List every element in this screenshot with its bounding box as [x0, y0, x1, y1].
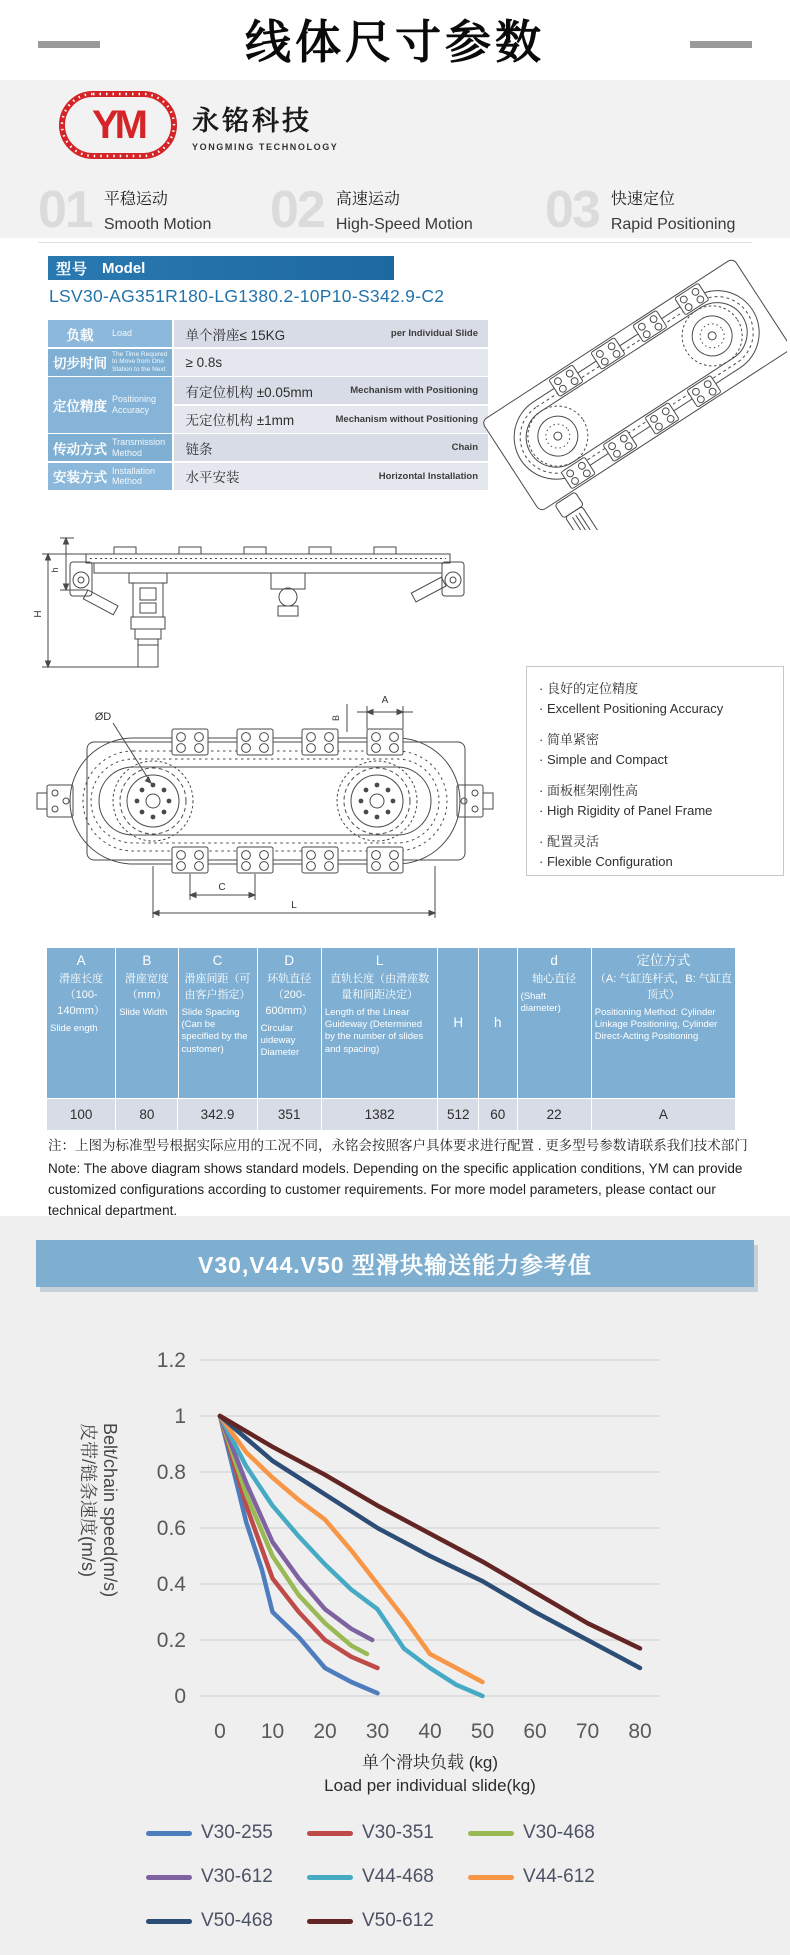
- feature-high-speed-motion: [270, 181, 473, 239]
- dimension-table: [47, 948, 735, 1130]
- legend-label: V30-612: [201, 1866, 273, 1887]
- ym-logo-icon: [58, 90, 178, 160]
- legend-label: V50-468: [201, 1910, 273, 1931]
- model-header-bar: [48, 256, 394, 280]
- y-tick-label: 0: [174, 1685, 186, 1708]
- feature-cn: 快速定位: [610, 191, 675, 208]
- legend-swatch-icon: [146, 1919, 192, 1924]
- dim-value: 22: [518, 1099, 591, 1130]
- chart-legend: [146, 1822, 666, 1932]
- dim-label-L: L: [291, 900, 297, 911]
- spec-value-transmission: 链条 Chain: [174, 434, 489, 461]
- series-V44-612: [220, 1416, 483, 1682]
- legend-item-V30-468: [468, 1822, 629, 1844]
- dim-label-C: C: [218, 882, 226, 893]
- legend-swatch-icon: [468, 1875, 514, 1880]
- spec-label-positioning-accuracy: 定位精度 Positioning Accuracy: [48, 377, 172, 433]
- feature-en: High-Speed Motion: [335, 216, 473, 233]
- model-label-en: Model: [102, 259, 146, 277]
- brand-name-en: YONGMING TECHNOLOGY: [192, 141, 339, 152]
- chart-ylabel-en: Belt/chain speed(m/s): [100, 1423, 120, 1598]
- legend-swatch-icon: [307, 1919, 353, 1924]
- x-tick-label: 40: [418, 1720, 442, 1743]
- dim-value: 60: [479, 1099, 517, 1130]
- brand: [58, 90, 338, 160]
- plan-view-drawing: [25, 690, 510, 925]
- dim-column-header: B 滑座宽度（mm） Slide Width: [116, 948, 177, 1098]
- legend-label: V30-468: [523, 1822, 595, 1843]
- legend-label: V44-468: [362, 1866, 434, 1887]
- divider: [38, 242, 752, 243]
- dim-column-header: d 轴心直径 (Shaft diameter): [518, 948, 591, 1098]
- title-dash-right: [690, 41, 752, 48]
- highlight-en: · Excellent Positioning Accuracy: [539, 700, 724, 716]
- dim-column-header: L 直轨长度（由滑座数量和间距决定） Length of the Linear Guideway (Determined by the number of slides and spacing): [322, 948, 438, 1098]
- legend-item-V44-612: [468, 1866, 629, 1888]
- x-tick-label: 60: [523, 1720, 547, 1743]
- spec-label-transmission: 传动方式 Transmission Method: [48, 434, 172, 461]
- chart-section-header: V30,V44.V50 型滑块输送能力参考值: [36, 1240, 754, 1287]
- dim-label-H: H: [33, 610, 44, 618]
- highlights-box: [526, 666, 784, 876]
- highlight-cn: · 良好的定位精度: [539, 681, 638, 696]
- legend-item-V50-612: [307, 1910, 468, 1932]
- series-V30-468: [220, 1416, 367, 1654]
- dim-value: 100: [47, 1099, 115, 1130]
- y-tick-label: 0.8: [156, 1461, 186, 1484]
- x-tick-label: 10: [260, 1720, 285, 1743]
- x-tick-label: 70: [575, 1720, 600, 1743]
- spec-value-installation: 水平安装 Horizontal Installation: [174, 463, 489, 490]
- x-tick-label: 80: [628, 1720, 652, 1743]
- note-cn: 注：上图为标准型号根据实际应用的工况不同，永铭会按照客户具体要求进行配置 . 更多型号参数请联系我们技术部门: [48, 1138, 748, 1153]
- dim-column-header: A 滑座长度（100-140mm） Slide ength: [47, 948, 115, 1098]
- y-tick-label: 0.2: [156, 1629, 186, 1652]
- spec-label-load: 负载 Load: [48, 320, 172, 347]
- dim-column-header: D 环轨直径（200-600mm） Circular uideway Diameter: [258, 948, 321, 1098]
- x-tick-label: 0: [214, 1720, 226, 1743]
- dim-label-OD: ØD: [94, 711, 112, 723]
- model-label-cn: 型号: [56, 260, 89, 278]
- side-view-drawing: [28, 524, 506, 674]
- dim-value: 512: [438, 1099, 478, 1130]
- legend-swatch-icon: [146, 1875, 192, 1880]
- y-tick-label: 1.2: [156, 1349, 186, 1372]
- dim-column-header: C 滑座间距（可由客户指定） Slide Spacing (Can be specified by the customer): [179, 948, 257, 1098]
- feature-number: 02: [270, 181, 324, 239]
- legend-item-V30-351: [307, 1822, 468, 1844]
- dimension-table-values: [47, 1099, 735, 1130]
- spec-value-without-mechanism: 无定位机构 ±1mm Mechanism without Positioning: [174, 406, 489, 433]
- highlight-en: · Flexible Configuration: [539, 853, 673, 869]
- feature-smooth-motion: [38, 181, 212, 239]
- note-en: Note: The above diagram shows standard models. Depending on the specific application conditions, YM can provide customized configurations according to customer requirements. For more model parameters, please contact our technical department.: [48, 1160, 743, 1218]
- feature-cn: 高速运动: [335, 191, 400, 208]
- y-tick-label: 1: [174, 1405, 186, 1428]
- highlight-cn: · 面板框架刚性高: [539, 783, 638, 798]
- feature-number: 03: [545, 181, 599, 239]
- feature-rapid-positioning: [545, 181, 736, 239]
- feature-en: Rapid Positioning: [610, 216, 736, 233]
- spec-value-with-mechanism: 有定位机构 ±0.05mm Mechanism with Positioning: [174, 377, 489, 404]
- feature-cn: 平稳运动: [103, 191, 168, 208]
- legend-swatch-icon: [146, 1831, 192, 1836]
- dim-label-h: h: [50, 567, 60, 573]
- legend-item-V30-255: [146, 1822, 307, 1844]
- dim-value: 351: [258, 1099, 321, 1130]
- series-V50-612: [220, 1416, 640, 1648]
- highlight-cn: · 简单紧密: [539, 732, 599, 747]
- notes: [48, 1136, 754, 1222]
- dim-value: 1382: [322, 1099, 438, 1130]
- feature-number: 01: [38, 181, 92, 239]
- page-title: 线体尺寸参数: [245, 16, 545, 68]
- legend-swatch-icon: [307, 1875, 353, 1880]
- highlight-en: · Simple and Compact: [539, 751, 668, 767]
- legend-label: V30-351: [362, 1822, 434, 1843]
- legend-swatch-icon: [468, 1831, 514, 1836]
- logo-letters: YM: [92, 103, 144, 147]
- dim-label-B: B: [331, 714, 341, 722]
- dim-value: 80: [116, 1099, 177, 1130]
- feature-en: Smooth Motion: [103, 216, 212, 233]
- spec-label-step-time: 切步时间 The Time Required to Move from One Station to the Next: [48, 349, 172, 376]
- dim-label-A: A: [381, 695, 389, 706]
- spec-value-load: 单个滑座≤ 15KG per Individual Slide: [174, 320, 489, 347]
- dimension-table-header: [47, 948, 735, 1098]
- isometric-conveyor-drawing: [483, 258, 787, 530]
- model-number: LSV30-AG351R180-LG1380.2-10P10-S342.9-C2: [49, 286, 445, 306]
- legend-swatch-icon: [307, 1831, 353, 1836]
- chart-xlabel-cn: 单个滑块负载 (kg): [362, 1753, 498, 1772]
- legend-item-V30-612: [146, 1866, 307, 1888]
- chart-xlabel-en: Load per individual slide(kg): [324, 1776, 536, 1795]
- highlight-en: · High Rigidity of Panel Frame: [539, 802, 713, 818]
- x-tick-label: 50: [470, 1720, 495, 1743]
- spec-label-installation: 安装方式 Installation Method: [48, 463, 172, 490]
- x-tick-label: 20: [313, 1720, 337, 1743]
- legend-item-V44-468: [307, 1866, 468, 1888]
- brand-name-cn: 永铭科技: [192, 105, 312, 136]
- legend-label: V30-255: [201, 1822, 273, 1843]
- dim-column-header: H: [438, 948, 478, 1098]
- dim-value: 342.9: [178, 1099, 256, 1130]
- highlight-cn: · 配置灵活: [539, 834, 599, 849]
- spec-table: [48, 320, 488, 490]
- legend-label: V44-612: [523, 1866, 595, 1887]
- y-tick-label: 0.6: [156, 1517, 186, 1540]
- dim-value: A: [592, 1099, 735, 1130]
- chart-ylabel-cn: 皮带/链条速度(m/s): [78, 1423, 98, 1577]
- legend-label: V50-612: [362, 1910, 434, 1931]
- dim-column-header: 定位方式 （A: 气缸连杆式，B: 气缸直顶式） Positioning Method: Cylinder Linkage Positioning, Cylinder Direct-Acting Positioning: [592, 948, 735, 1098]
- dim-column-header: h: [479, 948, 517, 1098]
- y-tick-label: 0.4: [156, 1573, 186, 1596]
- spec-value-step-time: ≥ 0.8s: [174, 349, 489, 376]
- x-tick-label: 30: [365, 1720, 390, 1743]
- legend-item-V50-468: [146, 1910, 307, 1932]
- capacity-line-chart: [48, 1318, 748, 1753]
